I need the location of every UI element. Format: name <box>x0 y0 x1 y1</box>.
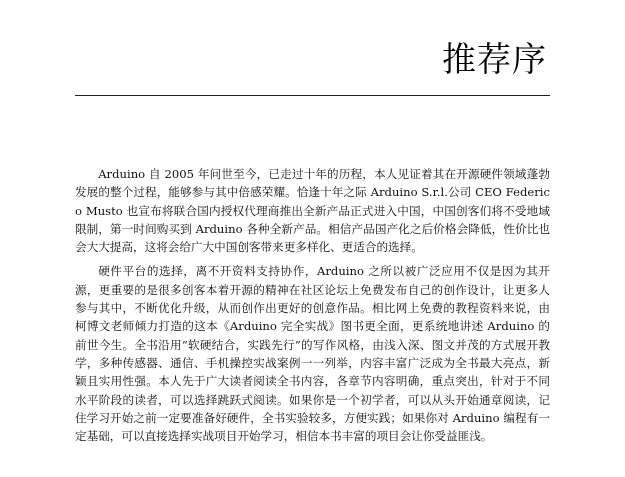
body-text <box>75 165 550 445</box>
title-divider <box>75 95 550 96</box>
paragraph-1: Arduino 自 2005 年问世至今，已走过十年的历程，本人见证着其在开源硬件领域蓬勃发展的整个过程，能够参与其中倍感荣耀。恰逢十年之际 Arduino S.r.l.公司 CEO Federico Musto 也宣布将联合国内授权代理商推出全新产品正式进入中国，中国创客们将不受地域限制，第一时间购买到 Arduino 各种全新产品。相信产品国产化之后价格会降低，性价比也会大大提高，这将会给广大中国创客带来更多样化、更适合的选择。 <box>75 167 550 255</box>
paragraph-2: 硬件平台的选择，离不开资料支持协作，Arduino 之所以被广泛应用不仅是因为其开源，更重要的是很多创客本着开源的精神在社区论坛上免费发布自己的创作设计，让更多人参与其中，不断优化升级，从而创作出更好的创意作品。相比网上免费的教程资料来说，由柯博文老师倾力打造的这本《Arduino 完全实战》图书更全面，更系统地讲述 Arduino 的前世今生。全书沿用“软硬结合，实践先行”的写作风格，由浅入深、图文并茂的方式展开教学，多种传感器、通信、手机操控实战案例一一列举，内容丰富广泛成为全书最大亮点，新颖且实用性强。本人先于广大读者阅读全书内容，各章节内容明确，重点突出，针对于不同水平阶段的读者，可以选择跳跃式阅读。如果你是一个初学者，可以从头开始通章阅读，记住学习开始之前一定要准备好硬件，全书实验较多，方便实践；如果你对 Arduino 编程有一定基础，可以直接选择实战项目开始学习，相信本书丰富的项目会让你受益匪浅。 <box>75 264 550 444</box>
page-title: 推荐序 <box>442 40 547 80</box>
